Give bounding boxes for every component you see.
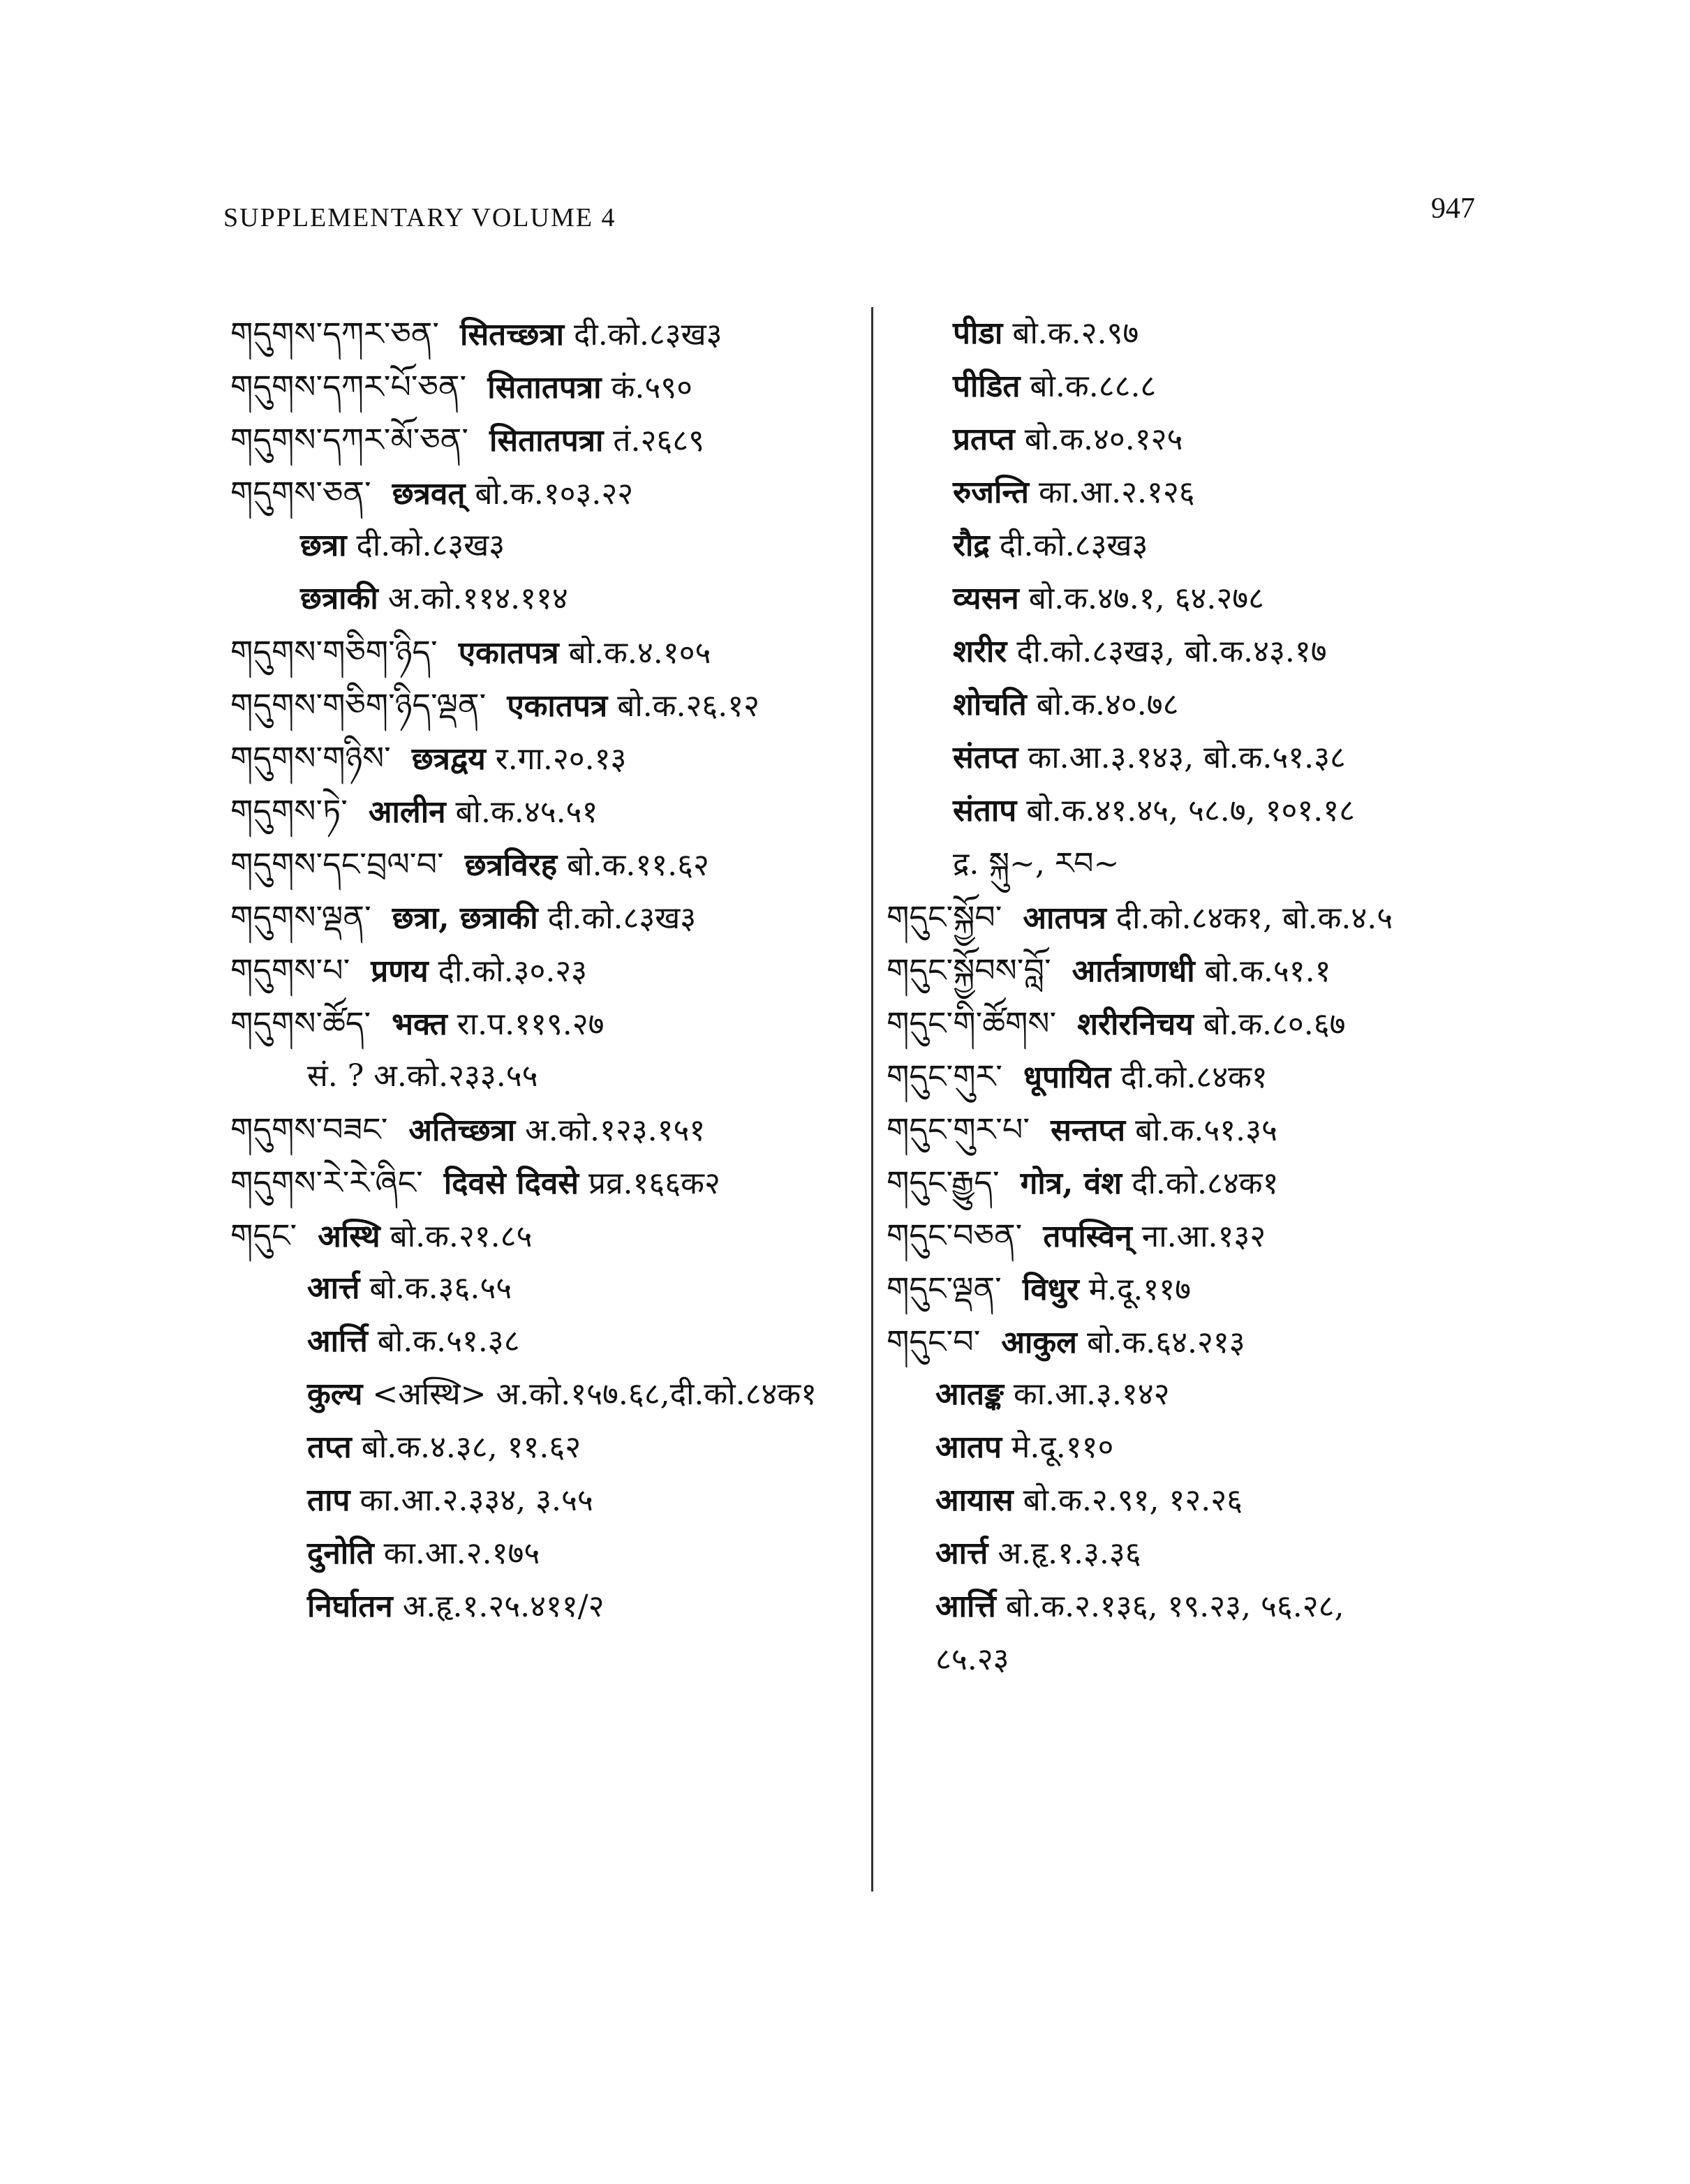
sanskrit-equivalent: आर्त्त	[307, 1270, 360, 1306]
sub-entry	[887, 1421, 1515, 1474]
sanskrit-equivalent: अतिच्छत्रा	[408, 1113, 516, 1148]
sanskrit-equivalent: शरीर	[953, 634, 1007, 669]
source-reference: सं. ? अ.को.२३३.५५	[307, 1058, 538, 1094]
sanskrit-equivalent: शोचति	[953, 687, 1027, 722]
sanskrit-equivalent: सन्तप्त	[1051, 1113, 1126, 1148]
tibetan-headword: གདུང་བཅན་	[887, 1217, 1023, 1254]
dictionary-entry	[230, 891, 859, 944]
sanskrit-equivalent: ताप	[307, 1483, 350, 1518]
source-reference: का.आ.३.१४३, बो.क.५१.३८	[1028, 740, 1346, 775]
right-column	[887, 307, 1515, 1686]
source-reference: बो.क.५१.१	[1204, 953, 1331, 989]
source-reference: बो.क.८०.६७	[1203, 1006, 1346, 1042]
source-reference: दी.को.८३ख३	[547, 900, 697, 936]
tibetan-headword: གདུགས་ལྡན་	[230, 898, 371, 936]
dictionary-entry	[230, 413, 859, 466]
tibetan-headword: གདུགས་རེ་རེ་ཞིང་	[230, 1164, 423, 1201]
source-reference: अ.हृ.१.२५.४११/२	[402, 1589, 605, 1624]
dictionary-entry	[887, 891, 1515, 944]
sanskrit-equivalent: सितच्छत्रा	[460, 317, 564, 352]
sub-entry	[230, 1421, 859, 1474]
tibetan-headword: གདུགས་གཉིས་	[230, 739, 391, 777]
sub-entry	[230, 1262, 859, 1315]
dictionary-entry	[230, 466, 859, 519]
source-reference: बो.क.३६.५५	[369, 1270, 512, 1306]
dictionary-entry	[887, 1209, 1515, 1262]
sanskrit-equivalent: निर्घातन	[307, 1589, 393, 1624]
sanskrit-equivalent: प्रतप्त	[953, 422, 1015, 457]
source-reference: बो.क.२.१३६, १९.२३, ५६.२८,	[1005, 1589, 1344, 1624]
source-reference: दी.को.८३ख३, बो.क.४३.१७	[1016, 634, 1327, 669]
source-reference: बो.क.५१.३८	[377, 1323, 520, 1359]
source-reference: का.आ.२.३३४, ३.५५	[360, 1483, 593, 1518]
source-reference: कं.५९०	[611, 370, 692, 406]
source-reference: ८५.२३	[935, 1642, 1009, 1677]
source-reference: बो.क.४०.१२५	[1024, 422, 1183, 457]
sub-entry	[887, 625, 1515, 678]
tibetan-headword: གདུགས་གཅིག་ཉིད་ལྡན་	[230, 686, 487, 724]
sanskrit-equivalent: भक्त	[392, 1006, 447, 1042]
source-reference: अ.को.१२३.१५१	[525, 1113, 706, 1148]
sanskrit-equivalent: सितातपत्रा	[487, 370, 602, 406]
sanskrit-equivalent: आर्त्ति	[935, 1589, 996, 1624]
sub-entry	[887, 572, 1515, 625]
dictionary-entry	[230, 307, 859, 360]
sanskrit-equivalent: शरीरनिचय	[1077, 1006, 1194, 1042]
dictionary-entry	[230, 678, 859, 731]
source-reference: बो.क.२.९१, १२.२६	[1023, 1483, 1243, 1518]
tibetan-headword: གདུང་ལྡན་	[887, 1270, 1002, 1307]
source-reference: ना.आ.१३२	[1141, 1219, 1266, 1254]
tibetan-headword: གདུང་གུར་	[887, 1057, 1002, 1095]
source-reference: बो.क.१०३.२२	[475, 476, 634, 512]
tibetan-headword: གདུགས་ཏེ་	[230, 792, 348, 830]
sub-entry	[230, 1368, 859, 1421]
source-reference: का.आ.२.१२६	[1039, 475, 1195, 510]
source-reference: बो.क.४७.१, ६४.२७८	[1028, 581, 1265, 616]
dictionary-entry	[230, 731, 859, 785]
sub-entry	[887, 466, 1515, 519]
source-reference: र.गा.२०.१३	[495, 741, 627, 777]
sanskrit-equivalent: गोत्र, वंश	[1020, 1166, 1122, 1201]
sanskrit-equivalent: आलीन	[368, 794, 446, 830]
sanskrit-equivalent: पीडा	[953, 315, 1003, 351]
dictionary-entry	[230, 997, 859, 1050]
sanskrit-equivalent: छत्रद्वय	[411, 741, 486, 777]
sanskrit-equivalent: संताप	[953, 793, 1017, 829]
sanskrit-equivalent: एकातपत्र	[507, 688, 608, 724]
sanskrit-equivalent: आर्त्ति	[307, 1323, 368, 1359]
source-reference: बो.क.८८.८	[1030, 369, 1157, 404]
dictionary-entry	[887, 1315, 1515, 1368]
dictionary-entry	[230, 1209, 859, 1262]
sanskrit-equivalent: छत्रा, छत्राकी	[392, 900, 538, 936]
sanskrit-equivalent: आकुल	[1001, 1325, 1077, 1360]
sanskrit-equivalent: धूपायित	[1023, 1060, 1111, 1095]
source-reference: बो.क.४.१०५	[568, 635, 711, 671]
source-reference: बो.क.२१.८५	[390, 1219, 533, 1254]
sanskrit-equivalent: विधुर	[1022, 1272, 1079, 1307]
sanskrit-equivalent: दिवसे दिवसे	[443, 1166, 579, 1201]
sub-entry	[230, 1050, 859, 1103]
sanskrit-equivalent: छत्रविरह	[464, 847, 558, 883]
tibetan-headword: གདུང་	[230, 1217, 297, 1254]
sanskrit-equivalent: तपस्विन्	[1043, 1219, 1132, 1254]
dictionary-entry	[230, 838, 859, 891]
source-reference: बो.क.४१.४५, ५८.७, १०१.१८	[1026, 793, 1355, 829]
source-reference: अ.को.११४.११४	[387, 581, 568, 616]
source-reference: का.आ.३.१४२	[1013, 1376, 1170, 1412]
sanskrit-equivalent: प्रणय	[371, 953, 429, 989]
source-reference: बो.क.४५.५१	[455, 794, 598, 830]
sanskrit-equivalent: दुनोति	[307, 1536, 374, 1571]
sub-entry	[887, 1368, 1515, 1421]
source-reference: दी.को.८४क१, बो.क.४.५	[1115, 900, 1393, 936]
source-reference: बो.क.४.३८, ११.६२	[361, 1429, 581, 1465]
sub-entry	[230, 1315, 859, 1368]
tibetan-headword: གདུགས་དཀར་པོ་ཅན་	[230, 368, 467, 406]
left-column	[230, 307, 859, 1633]
dictionary-entry	[230, 944, 859, 997]
tibetan-headword: གདུགས་དང་བྲལ་བ་	[230, 845, 444, 883]
sanskrit-equivalent: पीडित	[953, 369, 1021, 404]
sanskrit-equivalent: आतप	[935, 1429, 1002, 1465]
source-reference: मे.दू.११०	[1011, 1429, 1114, 1465]
sub-entry	[230, 572, 859, 625]
sanskrit-equivalent: कुल्य	[307, 1376, 363, 1412]
sub-entry-continuation	[887, 1633, 1515, 1686]
sanskrit-equivalent: रुजन्ति	[953, 475, 1029, 510]
dictionary-entry	[230, 625, 859, 678]
column-divider	[871, 307, 873, 1892]
sanskrit-equivalent: आतपत्र	[1023, 900, 1106, 936]
sub-entry	[887, 307, 1515, 360]
sanskrit-equivalent: व्यसन	[953, 581, 1019, 616]
tibetan-headword: གདུང་གི་ཚོགས་	[887, 1004, 1057, 1042]
sub-entry	[887, 360, 1515, 413]
sanskrit-equivalent: सितातपत्रा	[489, 423, 604, 459]
sub-entry	[230, 1580, 859, 1633]
dictionary-entry	[887, 1262, 1515, 1315]
source-reference: अ.हृ.१.३.३६	[998, 1536, 1141, 1571]
sanskrit-equivalent: आयास	[935, 1483, 1014, 1518]
sanskrit-equivalent: आर्तत्राणधी	[1072, 953, 1195, 989]
source-reference: दी.को.८३ख३	[574, 317, 722, 352]
sub-entry	[230, 1474, 859, 1527]
tibetan-headword: གདུགས་ཚོད་	[230, 1004, 371, 1042]
source-reference: बो.क.११.६२	[567, 847, 709, 883]
tibetan-headword: གདུགས་དཀར་མོ་ཅན་	[230, 421, 468, 459]
cross-reference	[887, 838, 1515, 891]
sanskrit-equivalent: अस्थि	[318, 1219, 380, 1254]
source-reference: तं.२६८९	[613, 423, 704, 459]
sub-entry	[887, 1527, 1515, 1580]
tibetan-headword: གདུང་སྐྱོབས་བློ་	[887, 951, 1051, 989]
source-reference: द्र. སྐུ~, རབ~	[953, 846, 1120, 882]
dictionary-entry	[887, 944, 1515, 997]
sanskrit-equivalent: आर्त्त	[935, 1536, 988, 1571]
sub-entry	[887, 519, 1515, 572]
sanskrit-equivalent: एकातपत्र	[458, 635, 559, 671]
dictionary-entry	[230, 785, 859, 838]
page-number: 947	[1431, 193, 1475, 225]
sanskrit-equivalent: छत्रा	[300, 528, 347, 563]
tibetan-headword: གདུགས་པ་	[230, 951, 350, 989]
source-reference: दी.को.८४क१	[1120, 1060, 1268, 1095]
source-reference: बो.क.६४.२१३	[1086, 1325, 1245, 1360]
tibetan-headword: གདུང་གུར་པ་	[887, 1110, 1030, 1148]
sub-entry	[887, 785, 1515, 838]
sanskrit-equivalent: संतप्त	[953, 740, 1018, 775]
source-reference: का.आ.२.१७५	[383, 1536, 540, 1571]
source-reference: <अस्थि> अ.को.१५७.६८,दी.को.८४क१	[372, 1376, 817, 1412]
tibetan-headword: གདུང་རྒྱུད་	[887, 1164, 1000, 1201]
sub-entry	[887, 413, 1515, 466]
tibetan-headword: གདུགས་དཀར་ཅན་	[230, 315, 440, 352]
sub-entry	[230, 1527, 859, 1580]
tibetan-headword: གདུང་བ་	[887, 1323, 981, 1360]
sub-entry	[887, 1474, 1515, 1527]
source-reference: बो.क.२६.१२	[617, 688, 759, 724]
sub-entry	[230, 519, 859, 572]
source-reference: प्रव्र.१६६क२	[588, 1166, 720, 1201]
source-reference: बो.क.४०.७८	[1036, 687, 1179, 722]
source-reference: दी.को.८४क१	[1132, 1166, 1279, 1201]
source-reference: दी.को.८३ख३	[356, 528, 505, 563]
sub-entry	[887, 731, 1515, 785]
sanskrit-equivalent: छत्रवत्	[392, 476, 466, 512]
source-reference: रा.प.११९.२७	[457, 1006, 605, 1042]
dictionary-entry	[230, 1103, 859, 1156]
dictionary-entry	[887, 997, 1515, 1050]
source-reference: दी.को.३०.२३	[438, 953, 588, 989]
source-reference: मे.दू.११७	[1088, 1272, 1192, 1307]
sanskrit-equivalent: तप्त	[307, 1429, 352, 1465]
dictionary-entry	[230, 1156, 859, 1209]
sub-entry	[887, 1580, 1515, 1633]
tibetan-headword: གདུགས་བཟང་	[230, 1110, 388, 1148]
tibetan-headword: གདུགས་གཅིག་ཉིད་	[230, 633, 438, 671]
source-reference: बो.क.५१.३५	[1135, 1113, 1277, 1148]
sanskrit-equivalent: आतङ्क	[935, 1376, 1004, 1412]
tibetan-headword: གདུང་སྐྱོབ་	[887, 898, 1002, 936]
sub-entry	[887, 678, 1515, 731]
source-reference: दी.को.८३ख३	[999, 528, 1148, 563]
running-head: SUPPLEMENTARY VOLUME 4	[223, 203, 616, 232]
dictionary-entry	[230, 360, 859, 413]
tibetan-headword: གདུགས་ཅན་	[230, 474, 371, 512]
sanskrit-equivalent: छत्राकी	[300, 581, 378, 616]
sanskrit-equivalent: रौद्र	[953, 528, 990, 563]
dictionary-entry	[887, 1156, 1515, 1209]
dictionary-entry	[887, 1103, 1515, 1156]
source-reference: बो.क.२.९७	[1012, 315, 1139, 351]
dictionary-entry	[887, 1050, 1515, 1103]
